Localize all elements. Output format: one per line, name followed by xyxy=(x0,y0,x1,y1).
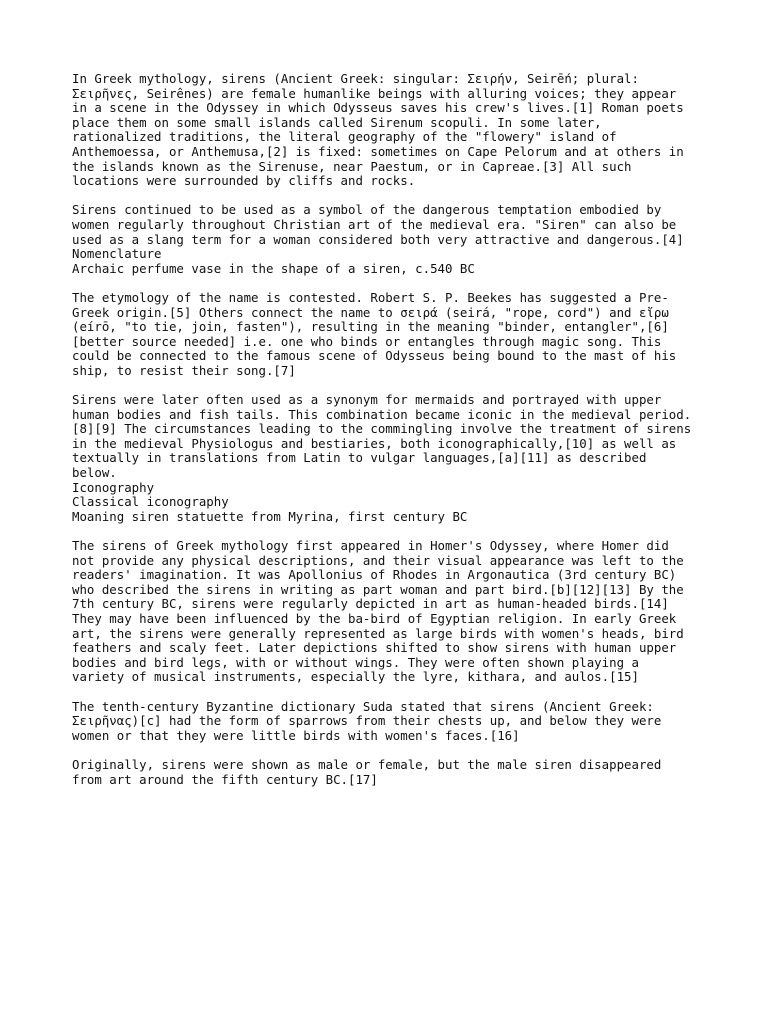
text-line: Σειρῆνες, Seirênes) are female humanlike beings with alluring voices; they appear xyxy=(72,85,677,101)
text-line: variety of musical instruments, especially the lyre, kithara, and aulos.[15] xyxy=(72,669,639,685)
text-line: Sirens continued to be used as a symbol of the dangerous temptation embodied by xyxy=(72,202,662,218)
text-line: locations were surrounded by cliffs and rocks. xyxy=(72,173,416,189)
paragraph-etymology xyxy=(72,291,732,379)
paragraph-homer xyxy=(72,539,732,685)
text-line: (eírō, "to tie, join, fasten"), resulting in the meaning "binder, entangler",[6] xyxy=(72,319,669,335)
text-line: who described the sirens in writing as part woman and part bird.[b][12][13] By the xyxy=(72,581,684,597)
text-line: rationalized traditions, the literal geography of the "flowery" island of xyxy=(72,129,617,145)
text-line: The sirens of Greek mythology first appeared in Homer's Odyssey, where Homer did xyxy=(72,538,669,553)
paragraph-male-siren xyxy=(72,758,732,787)
text-line: The etymology of the name is contested. Robert S. P. Beekes has suggested a Pre- xyxy=(72,289,669,305)
text-line: readers' imagination. It was Apollonius of Rhodes in Argonautica (3rd century BC) xyxy=(72,567,677,583)
text-line: women regularly throughout Christian art of the medieval era. "Siren" can also be xyxy=(72,216,677,232)
text-line: Anthemoessa, or Anthemusa,[2] is fixed: sometimes on Cape Pelorum and at others in xyxy=(72,143,684,159)
text-line: In Greek mythology, sirens (Ancient Greek: singular: Σειρήν, Seirḗn; plural: xyxy=(72,71,639,86)
text-line: [better source needed] i.e. one who binds or entangles through magic song. This xyxy=(72,333,662,349)
text-line: [8][9] The circumstances leading to the commingling involve the treatment of sirens xyxy=(72,421,692,437)
text-line: feathers and scaly feet. Later depictions shifted to show sirens with human upper xyxy=(72,640,677,656)
image-caption: Archaic perfume vase in the shape of a siren, c.540 BC xyxy=(72,260,475,276)
text-line: textually in translations from Latin to vulgar languages,[a][11] as described xyxy=(72,450,647,466)
text-line: could be connected to the famous scene of Odysseus being bound to the mast of his xyxy=(72,348,677,364)
paragraph-mermaids xyxy=(72,393,732,524)
text-line: women or that they were little birds with women's faces.[16] xyxy=(72,727,520,743)
section-heading-classical-iconography: Classical iconography xyxy=(72,494,229,510)
text-line: Greek origin.[5] Others connect the name to σειρά (seirá, "rope, cord") and εἴρω xyxy=(72,304,669,320)
text-line: below. xyxy=(72,465,117,481)
text-line: in a scene in the Odyssey in which Odysseus saves his crew's lives.[1] Roman poets xyxy=(72,100,684,116)
text-line: The tenth-century Byzantine dictionary Suda stated that sirens (Ancient Greek: xyxy=(72,698,654,714)
section-heading-nomenclature: Nomenclature xyxy=(72,246,162,262)
text-line: place them on some small islands called Sirenum scopuli. In some later, xyxy=(72,114,602,130)
text-line: the islands known as the Sirenuse, near Paestum, or in Capreae.[3] All such xyxy=(72,158,632,174)
document-page xyxy=(72,72,732,802)
text-line: Σειρῆνας)[c] had the form of sparrows from their chests up, and below they were xyxy=(72,713,662,729)
paragraph-symbol xyxy=(72,203,732,276)
paragraph-intro xyxy=(72,72,732,189)
text-line: not provide any physical descriptions, and their visual appearance was left to the xyxy=(72,552,684,568)
text-line: Originally, sirens were shown as male or female, but the male siren disappeared xyxy=(72,756,662,772)
section-heading-iconography: Iconography xyxy=(72,479,155,495)
text-line: ship, to resist their song.[7] xyxy=(72,362,296,378)
image-caption: Moaning siren statuette from Myrina, first century BC xyxy=(72,508,468,524)
text-line: art, the sirens were generally represented as large birds with women's heads, bird xyxy=(72,625,684,641)
text-line: bodies and bird legs, with or without wings. They were often shown playing a xyxy=(72,654,639,670)
text-line: 7th century BC, sirens were regularly depicted in art as human-headed birds.[14] xyxy=(72,596,669,612)
paragraph-suda xyxy=(72,700,732,744)
text-line: Sirens were later often used as a synonym for mermaids and portrayed with upper xyxy=(72,392,662,408)
text-line: They may have been influenced by the ba-bird of Egyptian religion. In early Greek xyxy=(72,610,677,626)
text-line: in the medieval Physiologus and bestiaries, both iconographically,[10] as well as xyxy=(72,435,677,451)
text-line: from art around the fifth century BC.[17] xyxy=(72,771,378,787)
text-line: human bodies and fish tails. This combination became iconic in the medieval period. xyxy=(72,406,692,422)
text-line: used as a slang term for a woman considered both very attractive and dangerous.[4] xyxy=(72,231,684,247)
